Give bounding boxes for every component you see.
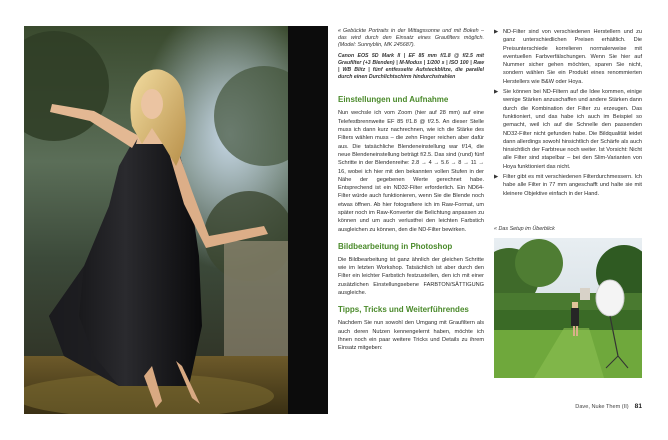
bullet-text: Sie können bei ND-Filtern auf die Idee kommen, einige wenige Stärken anzuschaffen und andere Stärken dann durch die Kombination der Filter zu erzeugen. Das funktioniert, und das habe ich auch im Beispiel so gemacht, weil ich auf die Schnelle den passenden ND32-Filter nicht gefunden habe. Die Bildqualität leidet dann allerdings sowohl hinsichtlich der Schärfe als auch hinsichtlich der Farbtreue noch weiter. Ist Vorsicht: Nicht alle Filter sind stapelbar – bei den Slim-Varianten von Hoya funktioniert das nicht. [503, 89, 642, 170]
section-body-einstellungen: Nun wechsle ich vom Zoom (hier auf 28 mm) auf eine Telefestbrennweite EF 85 f/1.8 @ f/2.5. An dieser Stelle muss ich dann kurz nachrechnen, wie ich die Stärke des Filters wählen muss – die zehn Finger reichen aber dafür aus. Die tatsächliche Blendeneinstellung war f/14, die neue Blendeneinstellung beträgt f/2.5. Das sind (rund) fünf Schritte in der Blendenreihe: 2.8 → 4 → 5.6 → 8 → 11 → 16, wobei ich hier mit den bekannten vollen Stufen in der Nähe der gegebenen Werte gerechnet habe. Entsprechend ist ein ND32-Filter erforderlich. Ein ND64-Filter würde auch funktionieren, wenn Sie die Blende noch etwas öffnen. Ab hier fotografiere ich im Raw-Format, um später noch im Raw-Konverter die Belichtung anpassen zu können und um auch verlustfrei den leichten Farbstich ausgleichen zu können, den die ND-Filter bewirken. [338, 110, 484, 233]
page-gutter [288, 26, 328, 414]
bullet-arrow-icon: ▶ [494, 174, 499, 181]
portrait-photo [24, 26, 288, 414]
photo-caption-text: Gebückte Portraits in der Mittagssonne und mit Bokeh – das wird durch den Einsatz eines Graufilters möglich. (Model: Sunnyblin, MK 245687). [338, 28, 484, 49]
section-heading-tipps: Tipps, Tricks und Weiterführendes [338, 305, 469, 315]
bullet-arrow-icon: ▶ [494, 89, 499, 96]
section-body-bildbearbeitung: Die Bildbearbeitung ist ganz ähnlich der gleichen Schritte wie im letzten Workshop. Tatsächlich ist aber durch den Filter ein leichter Farbstich festzustellen, den ich mit einer zusätzlichen Einstellungsebene FARBTON/SÄTTIGUNG ausgleiche. [338, 256, 484, 297]
bullet-arrow-icon: ▶ [494, 29, 499, 35]
page-number: 81 [634, 403, 642, 410]
bullet-text: Filter gibt es mit verschiedenen Filterdurchmessern. Ich habe alle Filter in 77 mm angeschafft und halte sie mit kleinere Objektive einfach in der Hand. [503, 174, 642, 197]
caption-marker-icon: « [494, 226, 499, 232]
setup-photo [494, 238, 642, 378]
photo-caption [338, 28, 484, 50]
list-item [494, 88, 642, 171]
section-heading-bildbearbeitung: Bildbearbeitung in Photoshop [338, 241, 453, 251]
caption-marker-icon: « [338, 28, 341, 34]
setup-caption [494, 226, 642, 232]
setup-caption-text: Das Setup im Überblick [498, 226, 555, 232]
technical-data: Canon EOS 5D Mark II | EF 85 mm f/1.8 @ f/2.5 mit Graufilter (+3 Blenden) | M-Modus | 1/200 s | ISO 100 | Raw | WB Blitz | fünf entfesselte Aufsteckblitze, die parallel durch einen Durchlichtschirm hindurchstrahlen [338, 52, 484, 81]
page-footer [538, 403, 642, 410]
list-item [494, 28, 642, 86]
text-column-right [494, 28, 642, 200]
bullet-text: ND-Filter sind von verschiedenen Herstellern und zu ganz unterschiedlichen Preisen erhältlich. Die Preisunterschiede korrelieren normalerweise mit eventuellen Farbverfälschungen. Wenn Sie hier auf Nummer sicher gehen möchten, sparen Sie nicht, sondern wählen Sie ein Produkt eines renommierten Herstellers wie B&W oder Hoya. [503, 29, 642, 85]
text-column-left [338, 28, 484, 353]
list-item [494, 173, 642, 198]
section-heading-einstellungen: Einstellungen und Aufnahme [338, 95, 449, 105]
tips-list [494, 28, 642, 198]
footer-label: Dave, Nuke Them (II) [575, 404, 629, 410]
section-body-tipps: Nachdem Sie nun sowohl den Umgang mit Graufiltern als auch deren Nutzen kennengelernt haben, möchte ich Ihnen noch ein paar weitere Tricks und Details zu ihrem Einsatz mitgeben: [338, 320, 484, 352]
